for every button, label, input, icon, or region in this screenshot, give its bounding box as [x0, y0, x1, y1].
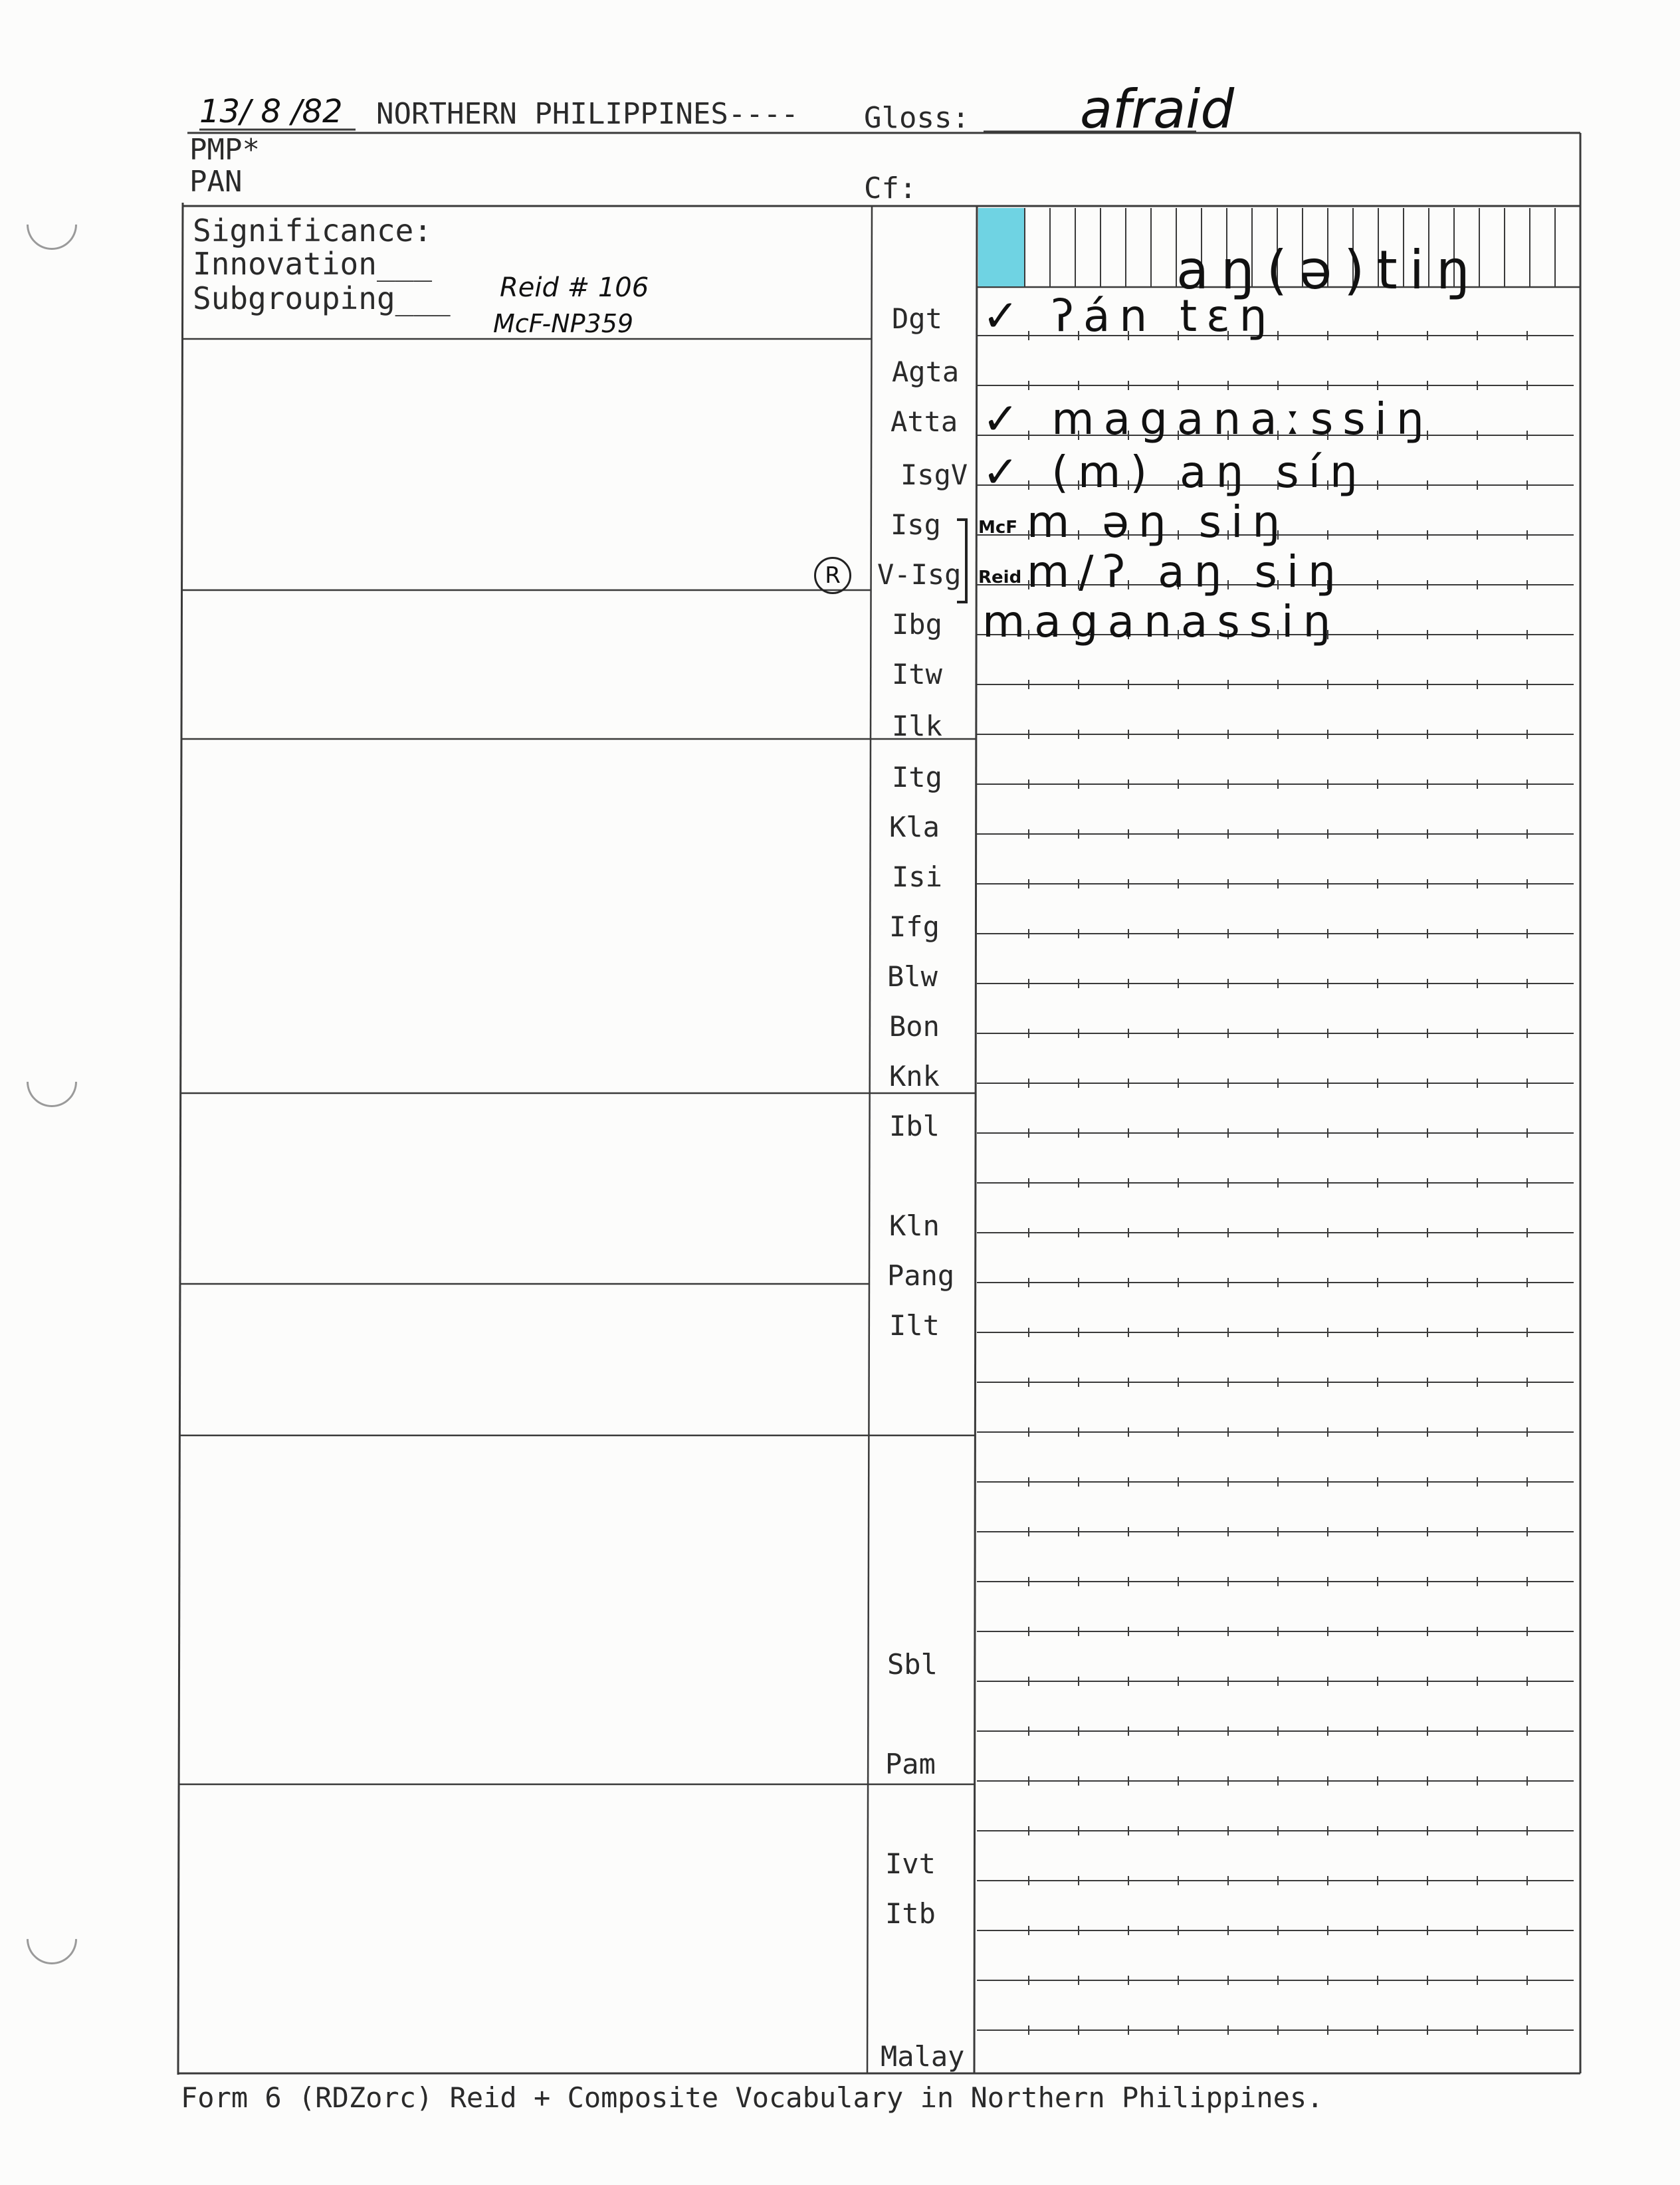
language-code: Itw	[892, 658, 942, 690]
language-code: Malay	[881, 2040, 965, 2073]
form-footer: Form 6 (RDZorc) Reid + Composite Vocabulary in Northern Philippines.	[181, 2081, 1324, 2114]
language-code: Pam	[885, 1748, 936, 1780]
language-code: Blw	[887, 960, 938, 993]
language-code: Ilk	[892, 710, 942, 742]
mcf-note: McF-NP359	[493, 309, 634, 338]
language-code: Ibl	[889, 1110, 940, 1142]
source-note: McF	[978, 518, 1018, 538]
highlight-cell	[978, 208, 1025, 286]
language-code: Ilt	[889, 1309, 940, 1342]
gloss-value: afraid	[1080, 78, 1235, 140]
language-code: Kln	[889, 1209, 940, 1242]
circled-marker: R	[814, 557, 851, 594]
region-title: NORTHERN PHILIPPINES----	[376, 97, 799, 131]
reflex-form: m əŋ siŋ	[1027, 496, 1290, 548]
language-code: Isg	[891, 508, 941, 541]
language-code: Ibg	[892, 608, 942, 641]
innovation-label: Innovation___	[193, 246, 433, 282]
isg-bracket	[957, 518, 968, 603]
pan-label: PAN	[189, 165, 243, 199]
language-code: Bon	[889, 1010, 940, 1043]
reflex-form: ✓ (m) aŋ síŋ	[982, 447, 1367, 498]
reflex-form: ✓ ʔán tɛŋ	[982, 290, 1277, 342]
language-code: Atta	[891, 405, 958, 438]
reflex-form: m/ʔ aŋ siŋ	[1027, 546, 1345, 597]
language-code: Dgt	[892, 302, 942, 335]
language-code: Kla	[889, 811, 940, 843]
language-code: IsgV	[900, 459, 968, 491]
language-code: Ivt	[885, 1847, 936, 1880]
date: 13/ 8 /82	[199, 93, 343, 130]
language-code: Ifg	[889, 910, 940, 943]
pmp-label: PMP*	[189, 133, 260, 167]
language-code: Itb	[885, 1897, 936, 1930]
language-code: V-Isg	[877, 558, 962, 591]
reflex-form: ✓ maganaːssiŋ	[982, 393, 1433, 445]
reflex-form: maganassiŋ	[982, 596, 1340, 647]
source-note: Reid	[978, 568, 1022, 587]
language-code: Knk	[889, 1060, 940, 1092]
reconstruction: aŋ(ə)tiŋ	[1176, 239, 1482, 301]
significance-title: Significance:	[193, 213, 433, 249]
language-code: Itg	[892, 761, 942, 793]
cf-label: Cf:	[864, 171, 917, 205]
language-code: Agta	[892, 356, 960, 388]
language-code: Isi	[892, 861, 942, 893]
reid-note: Reid # 106	[500, 272, 649, 303]
subgrouping-label: Subgrouping___	[193, 280, 451, 316]
gloss-label: Gloss:	[864, 101, 970, 135]
language-code: Pang	[887, 1259, 955, 1292]
language-code: Sbl	[887, 1648, 938, 1681]
